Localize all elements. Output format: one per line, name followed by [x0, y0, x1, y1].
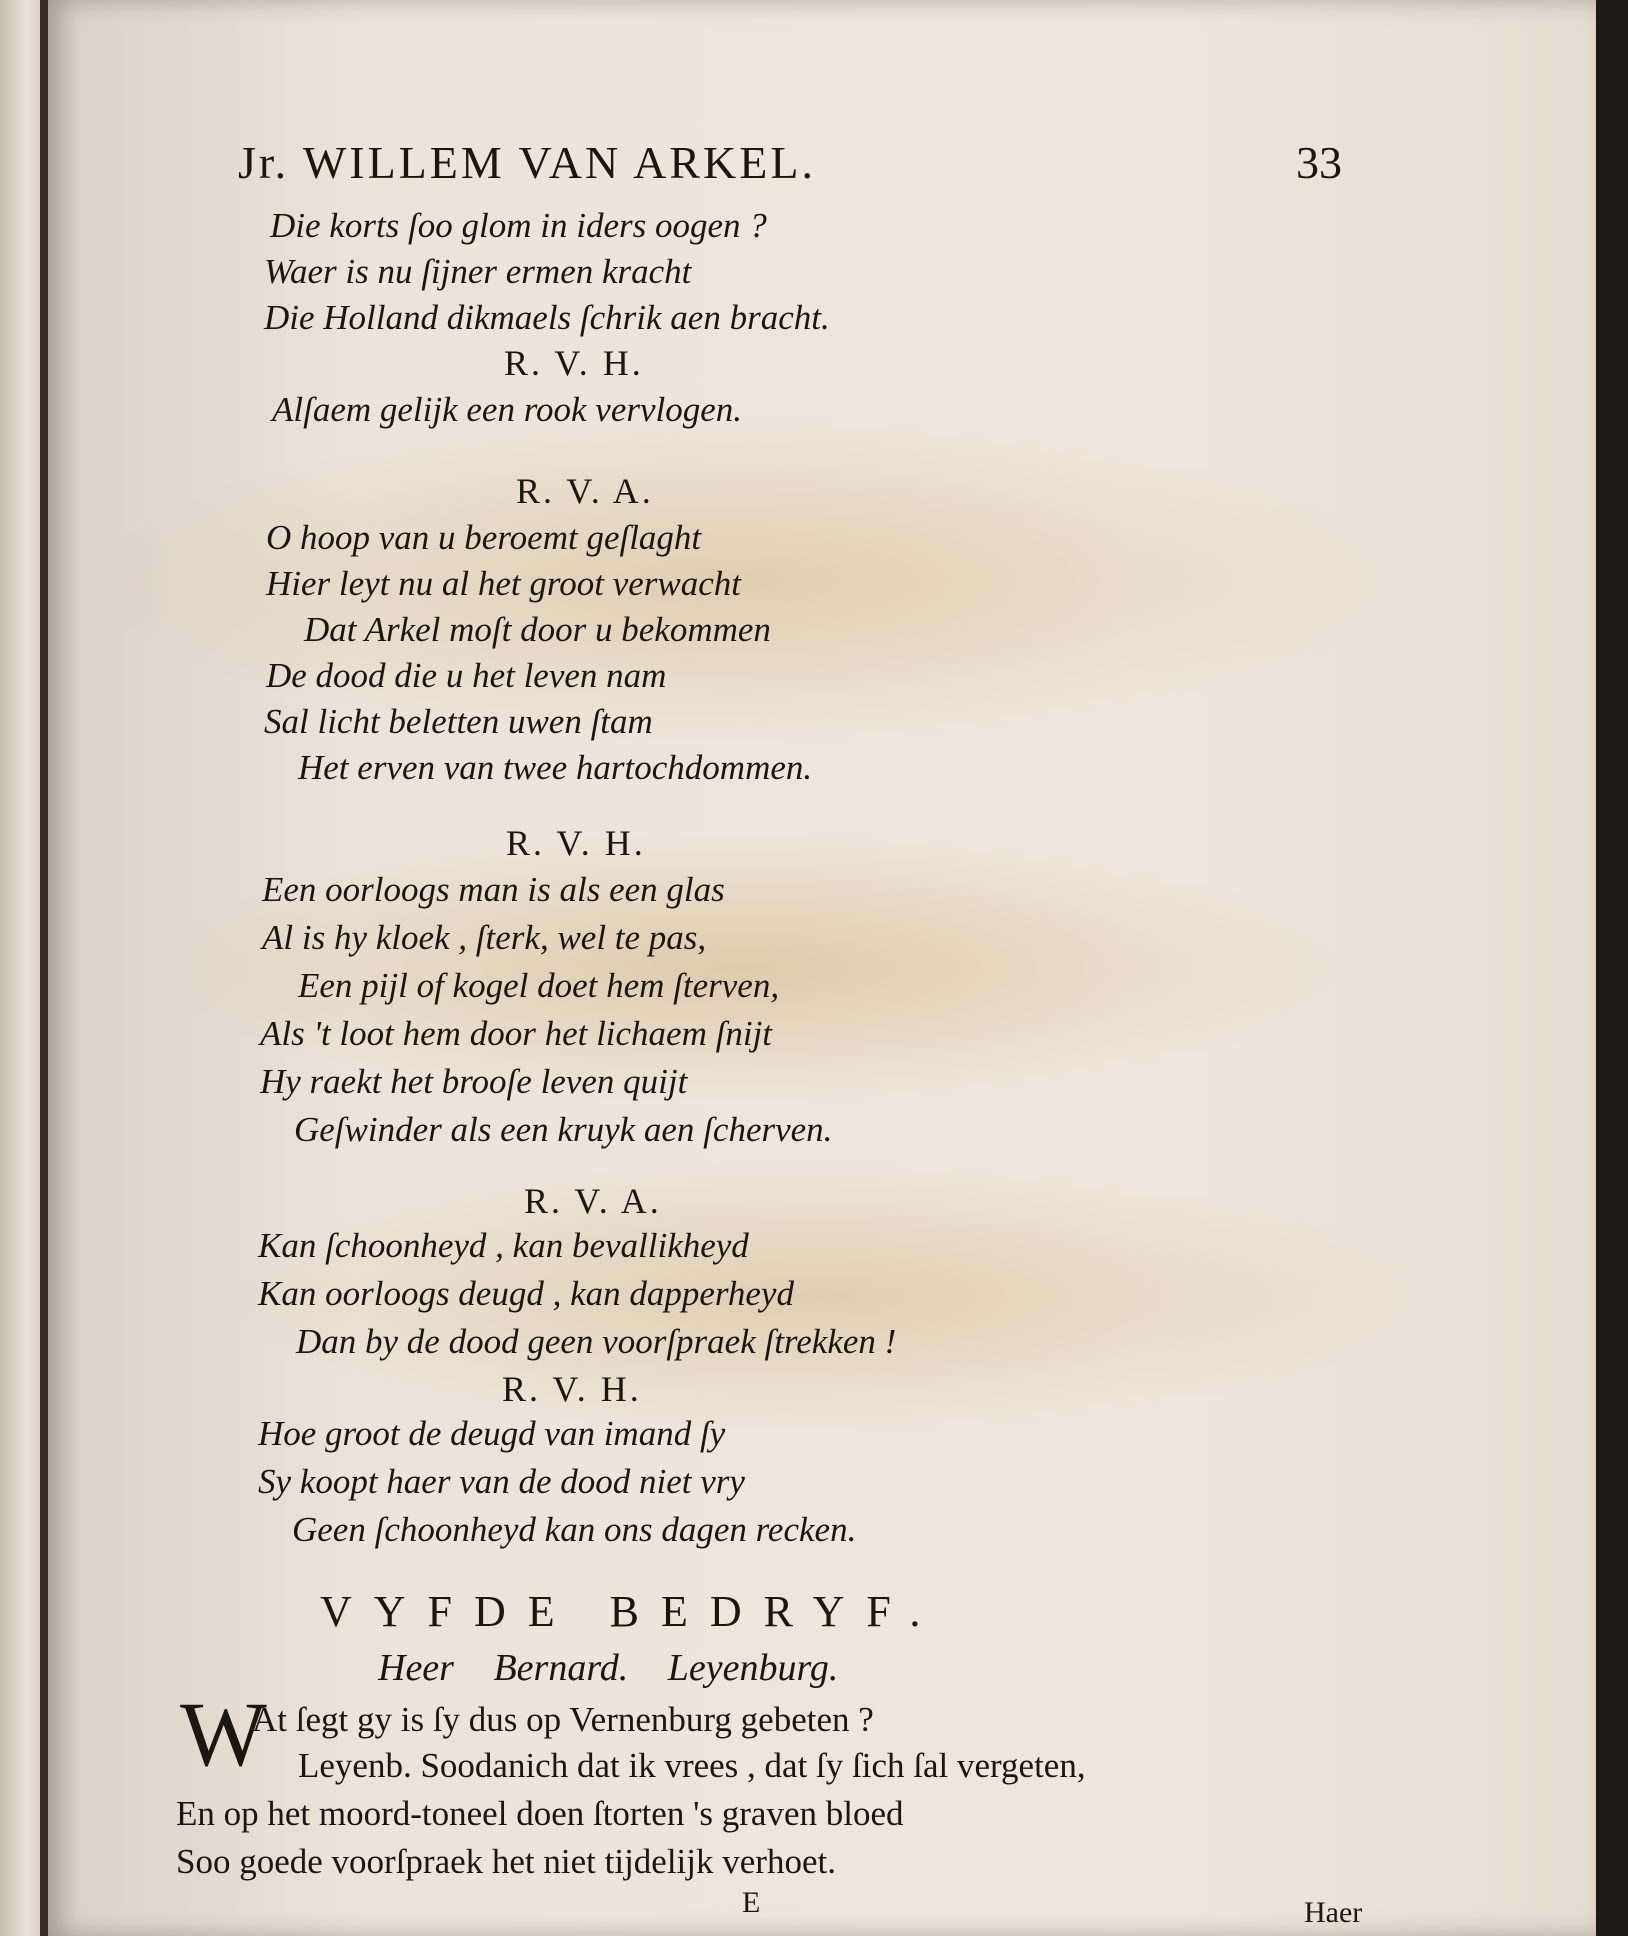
- catchword: Haer: [1304, 1896, 1363, 1929]
- characters-line: Heer Bernard. Leyenburg.: [378, 1647, 839, 1689]
- verse-line: Alſaem gelijk een rook vervlogen.: [272, 390, 743, 429]
- verse-line: Hier leyt nu al het groot verwacht: [266, 564, 741, 603]
- verse-line: Geſwinder als een kruyk aen ſcherven.: [294, 1110, 833, 1149]
- verse-line: Die korts ſoo glom in iders oogen ?: [270, 206, 767, 245]
- verse-line: Waer is nu ſijner ermen kracht: [264, 252, 692, 291]
- verse-line: Het erven van twee hartochdommen.: [298, 748, 813, 787]
- speaker-heading: R. V. H.: [504, 343, 644, 383]
- verse-line: Hoe groot de deugd van imand ſy: [258, 1414, 726, 1453]
- verse-line: Een oorloogs man is als een glas: [262, 870, 725, 909]
- gutter-shadow: [40, 0, 48, 1936]
- verse-line: Kan oorloogs deugd , kan dapperheyd: [258, 1274, 794, 1313]
- verse-line: Als 't loot hem door het lichaem ſnijt: [260, 1014, 773, 1053]
- act-heading: VYFDE BEDRYF.: [320, 1587, 943, 1636]
- running-title: Jr. WILLEM VAN ARKEL.: [238, 137, 816, 188]
- verse-line: Dan by de dood geen voorſpraek ſtrekken !: [296, 1322, 897, 1361]
- speaker-heading: R. V. H.: [506, 823, 646, 863]
- prose-line: En op het moord-toneel doen ſtorten 's graven bloed: [176, 1794, 904, 1833]
- verse-line: Al is hy kloek , ſterk, wel te pas,: [262, 918, 707, 957]
- verse-line: Dat Arkel moſt door u bekommen: [304, 610, 771, 649]
- signature-mark: E: [742, 1886, 761, 1919]
- verse-line: De dood die u het leven nam: [266, 656, 667, 695]
- prose-line: At ſegt gy is ſy dus op Vernenburg gebeten ?: [252, 1700, 874, 1739]
- verse-line: Kan ſchoonheyd , kan bevallikheyd: [258, 1226, 749, 1265]
- facing-page-edge: [0, 0, 48, 1936]
- verse-line: Hy raekt het brooſe leven quijt: [260, 1062, 688, 1101]
- verse-line: Die Holland dikmaels ſchrik aen bracht.: [264, 298, 830, 337]
- verse-line: Sal licht beletten uwen ſtam: [264, 702, 653, 741]
- page-number: 33: [1296, 137, 1342, 188]
- verse-line: Geen ſchoonheyd kan ons dagen recken.: [292, 1510, 857, 1549]
- prose-line: Soo goede voorſpraek het niet tijdelijk verhoet.: [176, 1842, 836, 1881]
- verse-line: Sy koopt haer van de dood niet vry: [258, 1462, 745, 1501]
- prose-line: Leyenb. Soodanich dat ik vrees , dat ſy ſich ſal vergeten,: [298, 1746, 1086, 1785]
- verse-line: O hoop van u beroemt geſlaght: [266, 518, 702, 557]
- speaker-heading: R. V. A.: [524, 1181, 662, 1221]
- verse-line: Een pijl of kogel doet hem ſterven,: [298, 966, 780, 1005]
- speaker-heading: R. V. H.: [502, 1369, 642, 1409]
- drop-cap: W: [180, 1683, 267, 1785]
- speaker-heading: R. V. A.: [516, 471, 654, 511]
- book-page: [48, 0, 1596, 1936]
